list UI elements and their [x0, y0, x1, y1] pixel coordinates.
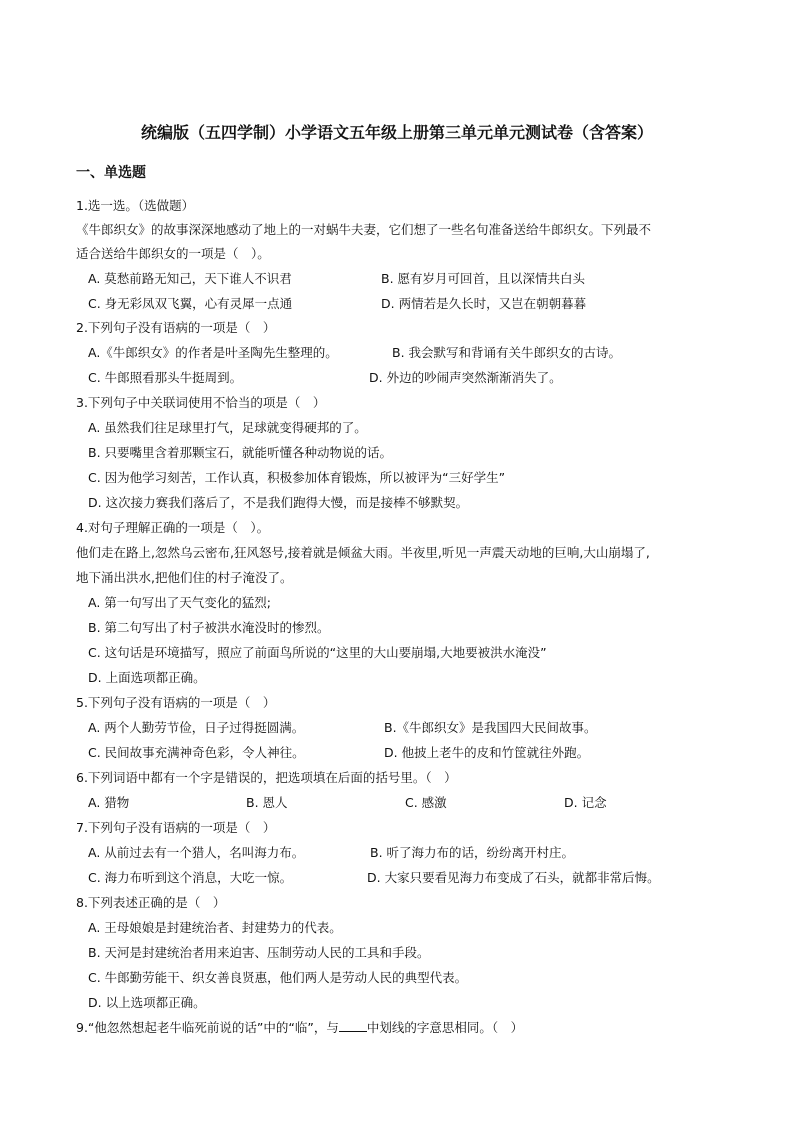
- question-2-option-c: C. 牛郎照看那头牛挺周到。: [88, 370, 243, 385]
- question-3-option-a: A. 虽然我们往足球里打气，足球就变得硬邦的了。: [88, 420, 367, 435]
- question-8-option-b: B. 天河是封建统治者用来迫害、压制劳动人民的工具和手段。: [88, 945, 430, 960]
- question-5-option-a: A. 两个人勤劳节俭，日子过得挺圆满。: [88, 720, 305, 735]
- question-2-option-a: A.《牛郎织女》的作者是叶圣陶先生整理的。: [88, 345, 338, 360]
- document-title: 统编版（五四学制）小学语文五年级上册第三单元单元测试卷（含答案）: [140, 123, 653, 142]
- question-7-option-c: C. 海力布听到这个消息，大吃一惊。: [88, 870, 293, 885]
- question-5-option-b: B.《牛郎织女》是我国四大民间故事。: [384, 720, 597, 735]
- question-6-stem: 6.下列词语中都有一个字是错误的，把选项填在后面的括号里。（ ）: [76, 770, 457, 785]
- question-9-stem-part-1: 9.“他忽然想起老牛临死前说的话”中的“临”，与: [76, 1020, 339, 1035]
- answer-blank: [339, 1030, 367, 1032]
- question-3-stem: 3.下列句子中关联词使用不恰当的项是（ ）: [76, 395, 326, 410]
- question-7-option-a: A. 从前过去有一个猎人，名叫海力布。: [88, 845, 305, 860]
- question-5-stem: 5.下列句子没有语病的一项是（ ）: [76, 695, 276, 710]
- question-2-stem: 2.下列句子没有语病的一项是（ ）: [76, 320, 276, 335]
- question-7-option-b: B. 听了海力布的话，纷纷离开村庄。: [370, 845, 575, 860]
- question-8-option-d: D. 以上选项都正确。: [88, 995, 206, 1010]
- question-1-option-d: D. 两情若是久长时，又岂在朝朝暮暮: [381, 296, 587, 311]
- question-6-option-d: D. 记念: [564, 795, 607, 810]
- question-3-option-b: B. 只要嘴里含着那颗宝石，就能听懂各种动物说的话。: [88, 445, 393, 460]
- question-6-option-b: B. 恩人: [246, 795, 288, 810]
- question-4-option-c: C. 这句话是环境描写，照应了前面鸟所说的“这里的大山要崩塌,大地要被洪水淹没”: [88, 645, 547, 660]
- question-4-option-d: D. 上面选项都正确。: [88, 670, 206, 685]
- question-6-option-c: C. 感激: [405, 795, 447, 810]
- question-1-stem: 1.选一选。（选做题）: [76, 198, 195, 213]
- question-5-option-c: C. 民间故事充满神奇色彩，令人神往。: [88, 745, 305, 760]
- question-6-option-a: A. 猎物: [88, 795, 130, 810]
- question-4-stem: 4.对句子理解正确的一项是（ ）。: [76, 520, 270, 535]
- question-1-option-c: C. 身无彩凤双飞翼，心有灵犀一点通: [88, 296, 293, 311]
- question-4-option-b: B. 第二句写出了村子被洪水淹没时的惨烈。: [88, 620, 330, 635]
- question-8-option-a: A. 王母娘娘是封建统治者、封建势力的代表。: [88, 920, 342, 935]
- question-8-option-c: C. 牛郎勤劳能干、织女善良贤惠，他们两人是劳动人民的典型代表。: [88, 970, 468, 985]
- question-3-option-d: D. 这次接力赛我们落后了，不是我们跑得大慢，而是接棒不够默契。: [88, 495, 469, 510]
- question-5-option-d: D. 他披上老牛的皮和竹筐就往外跑。: [384, 745, 590, 760]
- question-2-option-b: B. 我会默写和背诵有关牛郎织女的古诗。: [392, 345, 622, 360]
- question-9-stem: [76, 1020, 523, 1036]
- question-4-option-a: A. 第一句写出了天气变化的猛烈;: [88, 595, 271, 610]
- question-1-passage-line-2: 适合送给牛郎织女的一项是（ ）。: [76, 246, 270, 261]
- question-9-stem-part-2: 中划线的字意思相同。（ ）: [366, 1020, 524, 1035]
- question-4-passage-line-2: 地下涌出洪水,把他们住的村子淹没了。: [76, 570, 293, 585]
- question-7-stem: 7.下列句子没有语病的一项是（ ）: [76, 820, 276, 835]
- question-2-option-d: D. 外边的吵闹声突然渐渐消失了。: [369, 370, 562, 385]
- section-heading: 一、单选题: [76, 165, 146, 181]
- question-1-passage-line-1: 《牛郎织女》的故事深深地感动了地上的一对蜗牛夫妻，它们想了一些名句准备送给牛郎织女。下列最不: [76, 222, 652, 237]
- question-1-option-a: A. 莫愁前路无知己，天下谁人不识君: [88, 271, 292, 286]
- question-4-passage-line-1: 他们走在路上,忽然乌云密布,狂风怒号,接着就是倾盆大雨。半夜里,听见一声震天动地的巨响,大山崩塌了,: [76, 545, 650, 560]
- question-3-option-c: C. 因为他学习刻苦，工作认真，积极参加体育锻炼，所以被评为“三好学生”: [88, 470, 506, 485]
- question-1-option-b: B. 愿有岁月可回首，且以深情共白头: [381, 271, 586, 286]
- question-7-option-d: D. 大家只要看见海力布变成了石头，就都非常后悔。: [367, 870, 660, 885]
- question-8-stem: 8.下列表述正确的是（ ）: [76, 895, 226, 910]
